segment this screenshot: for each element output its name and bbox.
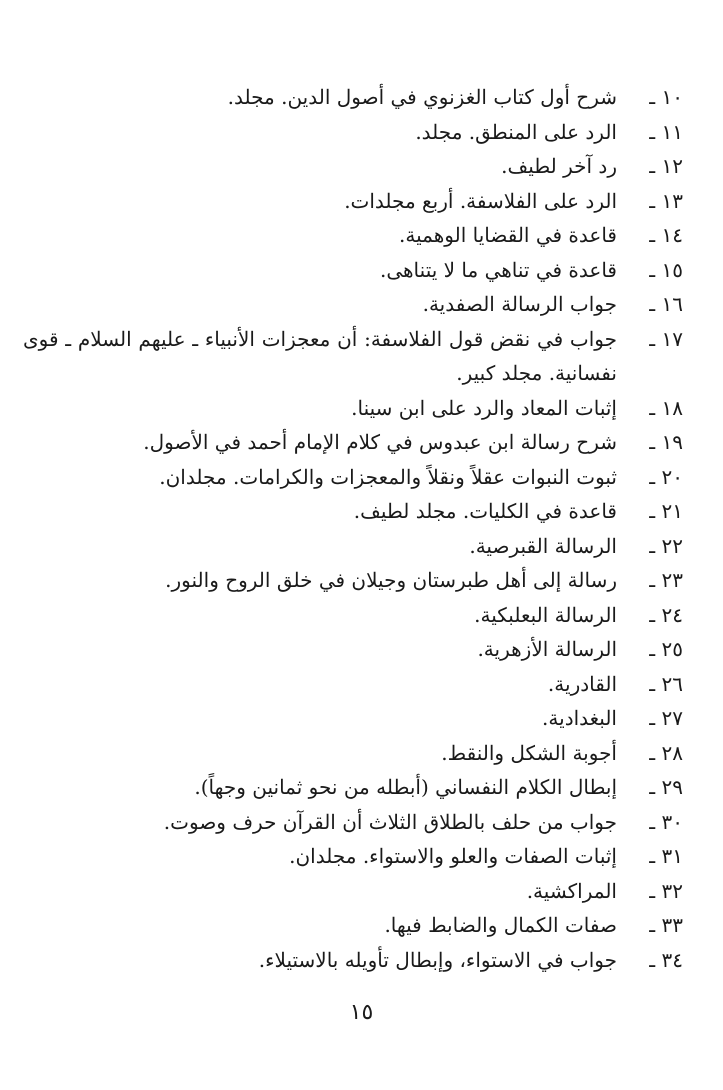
list-item	[23, 736, 683, 771]
list-item	[23, 218, 683, 253]
item-text: إثبات الصفات والعلو والاستواء. مجلدان.	[289, 844, 617, 868]
item-number: ٢٩ ـ	[649, 775, 683, 799]
list-item	[23, 149, 683, 184]
item-number: ١٥ ـ	[649, 257, 683, 282]
item-number: ١٨ ـ	[649, 395, 683, 420]
list-item	[23, 253, 683, 288]
item-text: شرح أول كتاب الغزنوي في أصول الدين. مجلد.	[227, 85, 617, 109]
list-item	[23, 770, 683, 805]
item-text: جواب الرسالة الصفدية.	[422, 292, 617, 316]
list-item	[23, 632, 683, 667]
item-text: الرسالة الأزهرية.	[477, 637, 617, 661]
item-text: قاعدة في القضايا الوهمية.	[399, 223, 617, 247]
list-item	[23, 943, 683, 978]
item-text: الرسالة البعلبكية.	[474, 602, 617, 627]
item-number: ٢٤ ـ	[649, 602, 683, 627]
item-number: ١٦ ـ	[649, 292, 683, 316]
item-text: صفات الكمال والضابط فيها.	[384, 913, 617, 937]
item-number: ١٩ ـ	[649, 430, 683, 454]
item-text: المراكشية.	[526, 878, 617, 903]
item-text: ثبوت النبوات عقلاً ونقلاً والمعجزات والكرامات. مجلدان.	[159, 464, 617, 489]
book-list	[23, 80, 683, 977]
item-number: ١٧ ـ	[649, 326, 683, 351]
item-number: ١٣ ـ	[649, 188, 683, 213]
item-text: شرح رسالة ابن عبدوس في كلام الإمام أحمد في الأصول.	[143, 430, 617, 454]
item-number: ٢٧ ـ	[649, 706, 683, 730]
list-item	[23, 184, 683, 219]
item-text: الرد على المنطق. مجلد.	[415, 119, 617, 144]
item-number: ٢٨ ـ	[649, 740, 683, 765]
item-text: جواب في الاستواء، وإبطال تأويله بالاستيلاء.	[258, 947, 617, 972]
item-text: أجوبة الشكل والنقط.	[441, 740, 617, 765]
list-item	[23, 322, 683, 391]
item-number: ١٠ ـ	[649, 85, 683, 109]
list-item	[23, 667, 683, 702]
item-number: ٢١ ـ	[649, 499, 683, 523]
item-number: ٢٥ ـ	[649, 637, 683, 661]
item-text: جواب في نقض قول الفلاسفة: أن معجزات الأنبياء ـ عليهم السلام ـ قوى نفسانية. مجلد كبير.	[23, 326, 617, 385]
list-item	[23, 391, 683, 426]
item-text: قاعدة في تناهي ما لا يتناهى.	[379, 257, 617, 282]
list-item	[23, 701, 683, 736]
list-item	[23, 839, 683, 874]
item-number: ٣٠ ـ	[649, 809, 683, 834]
list-item	[23, 425, 683, 460]
item-text: القادرية.	[547, 671, 617, 696]
item-number: ١١ ـ	[649, 119, 683, 144]
item-number: ٣٢ ـ	[649, 878, 683, 903]
item-number: ٢٢ ـ	[649, 533, 683, 558]
item-number: ٣٣ ـ	[649, 913, 683, 937]
list-item	[23, 460, 683, 495]
item-text: جواب من حلف بالطلاق الثلاث أن القرآن حرف وصوت.	[163, 809, 617, 834]
list-item	[23, 529, 683, 564]
list-item	[23, 598, 683, 633]
list-item	[23, 805, 683, 840]
item-text: رد آخر لطيف.	[501, 154, 617, 178]
item-text: الرسالة القبرصية.	[469, 533, 617, 558]
item-number: ٣٤ ـ	[649, 947, 683, 972]
list-item	[23, 874, 683, 909]
list-item	[23, 494, 683, 529]
item-number: ١٢ ـ	[649, 154, 683, 178]
item-text: البغدادية.	[542, 706, 617, 730]
item-text: إبطال الكلام النفساني (أبطله من نحو ثمانين وجهاً).	[194, 775, 617, 799]
item-text: الرد على الفلاسفة. أربع مجلدات.	[344, 188, 617, 213]
item-number: ٢٣ ـ	[649, 568, 683, 592]
item-number: ٢٦ ـ	[649, 671, 683, 696]
item-number: ٣١ ـ	[649, 844, 683, 868]
item-text: رسالة إلى أهل طبرستان وجيلان في خلق الروح والنور.	[165, 568, 617, 592]
list-item	[23, 115, 683, 150]
item-text: قاعدة في الكليات. مجلد لطيف.	[353, 499, 617, 523]
list-item	[23, 908, 683, 943]
list-item	[23, 287, 683, 322]
list-item	[23, 80, 683, 115]
item-text: إثبات المعاد والرد على ابن سينا.	[351, 395, 617, 420]
list-item	[23, 563, 683, 598]
item-number: ٢٠ ـ	[649, 464, 683, 489]
page-number: ١٥	[349, 1000, 374, 1025]
item-number: ١٤ ـ	[649, 223, 683, 247]
